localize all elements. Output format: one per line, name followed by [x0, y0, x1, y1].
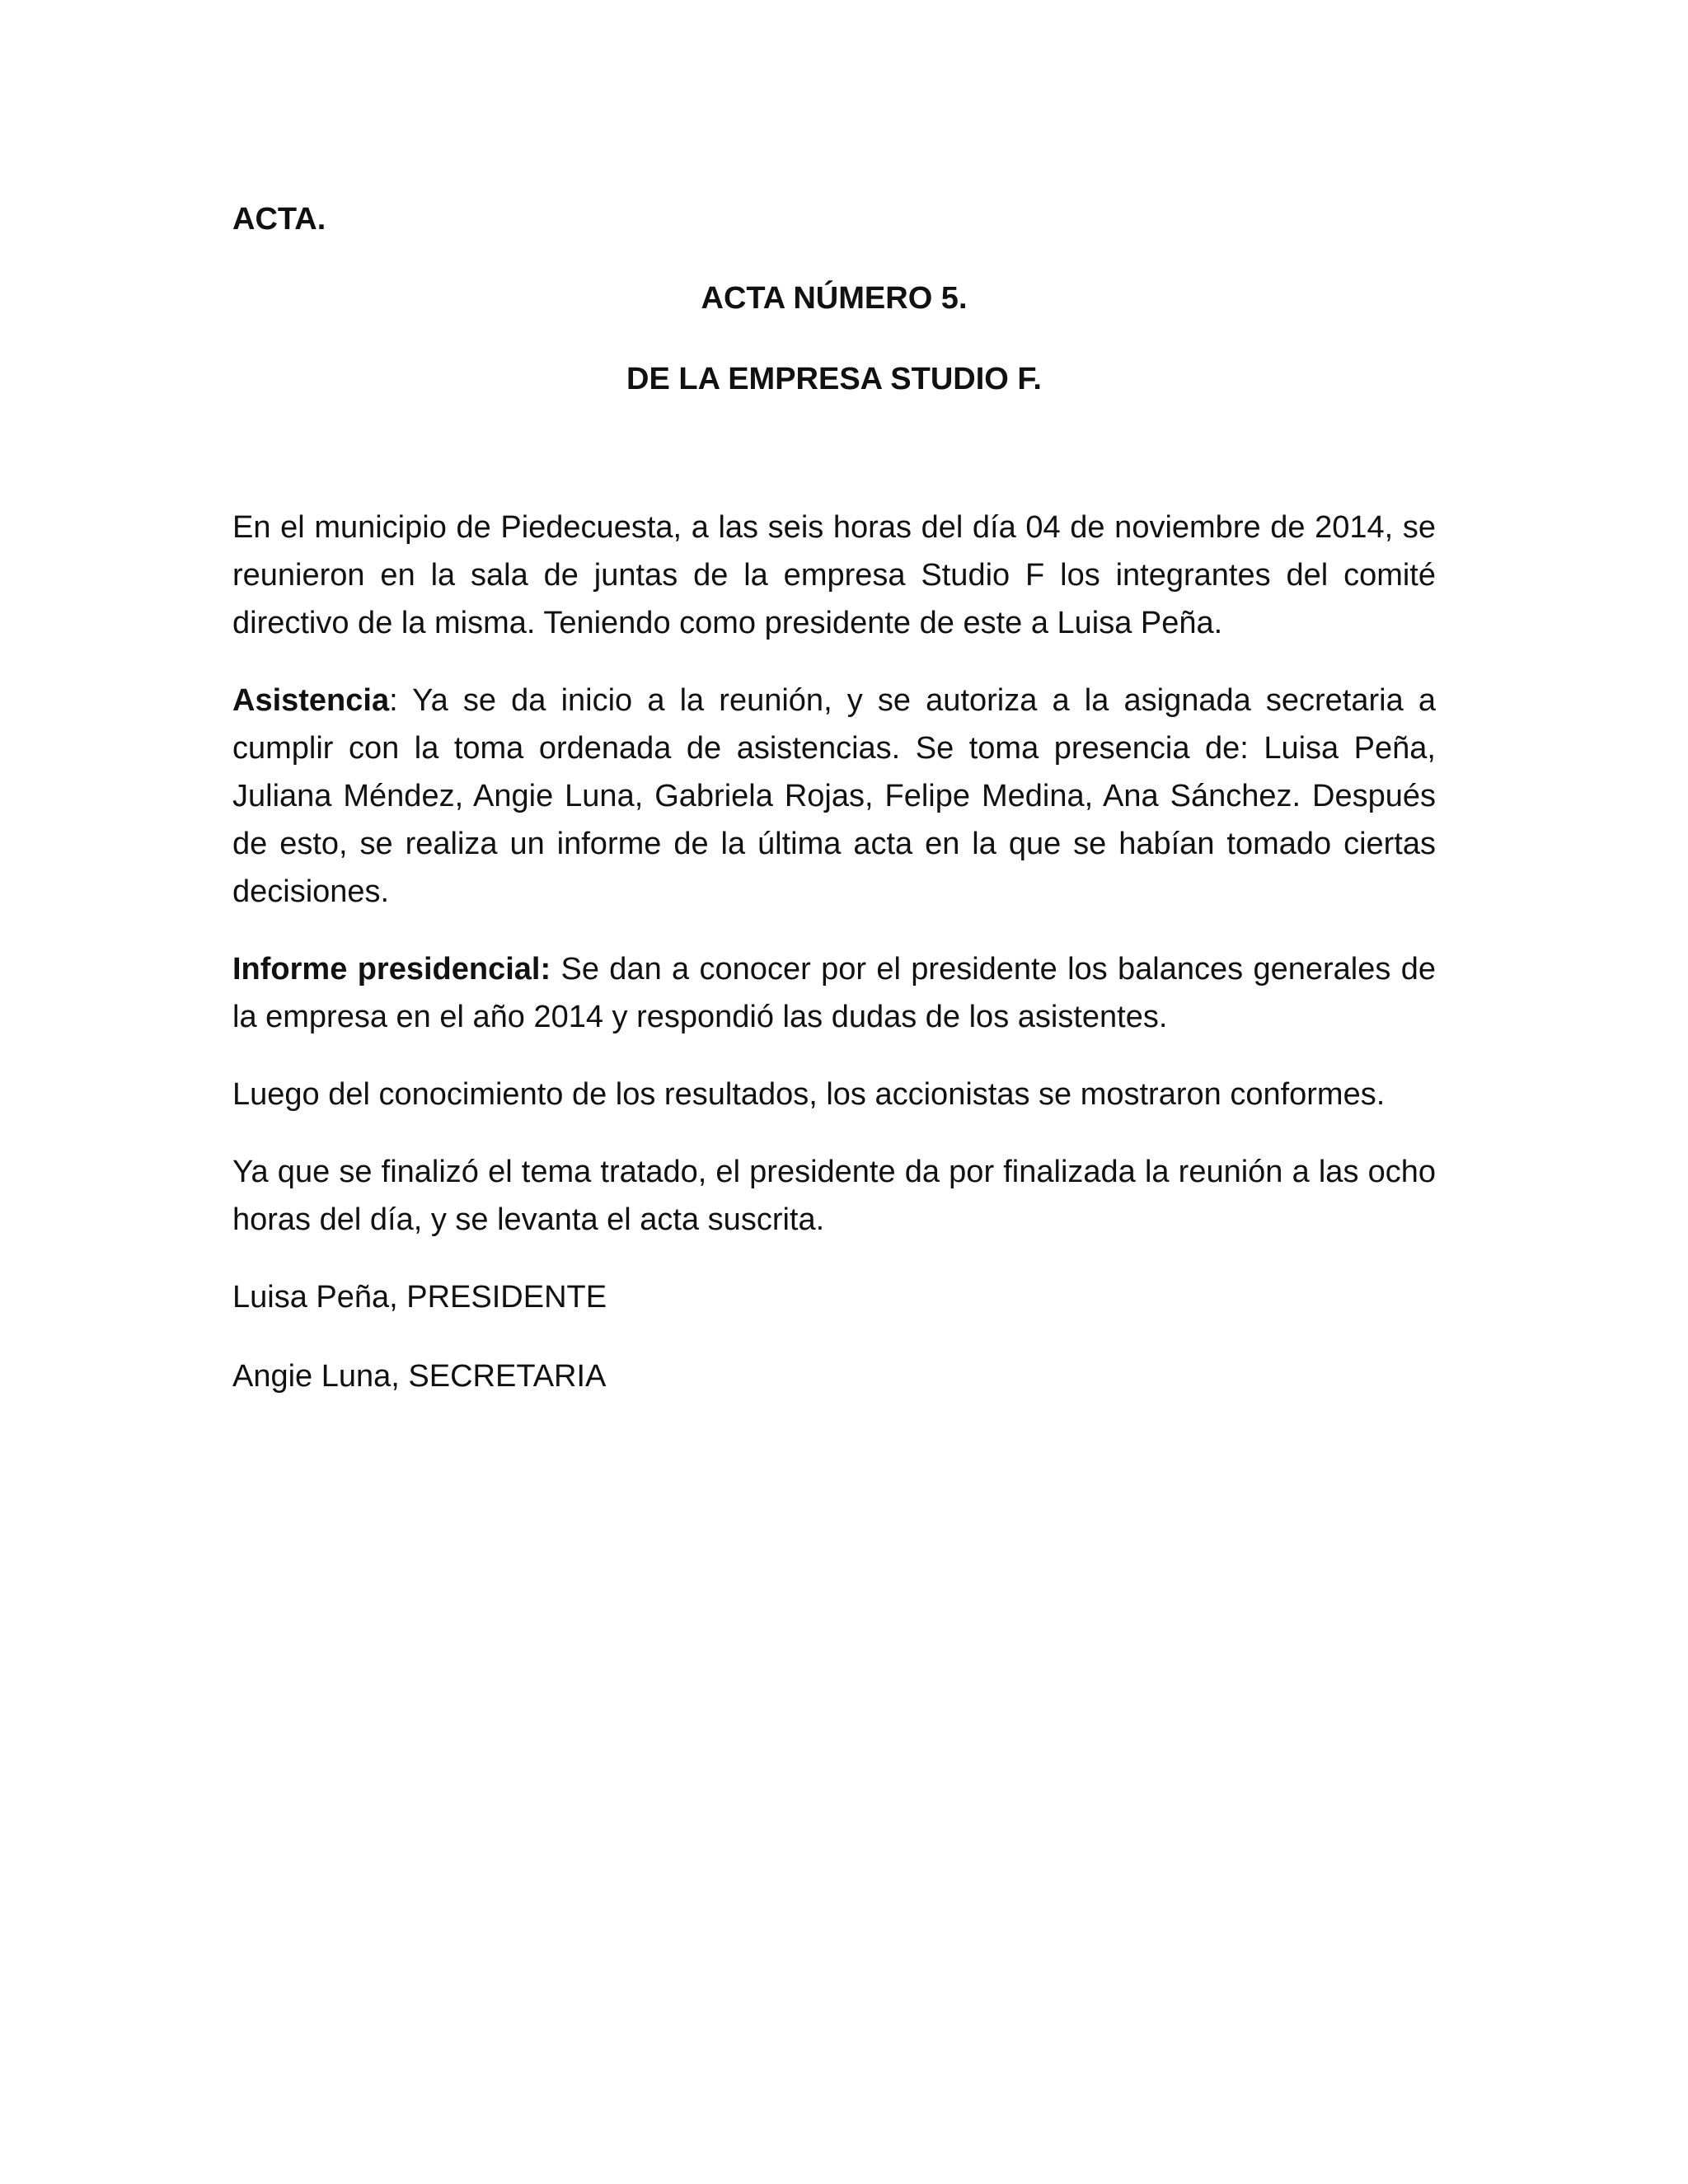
- signature-president: Luisa Peña, PRESIDENTE: [232, 1280, 607, 1315]
- results-paragraph: Luego del conocimiento de los resultados, los accionistas se mostraron conformes.: [232, 1077, 1386, 1112]
- attendance-paragraph: [232, 677, 1436, 916]
- intro-paragraph: En el municipio de Piedecuesta, a las seis horas del día 04 de noviembre de 2014, se reunieron en la sala de juntas de la empresa Studio F los integrantes del comité directivo de la misma. Teniendo como presidente de este a Luisa Peña.: [232, 510, 1436, 640]
- presidential-report-label: Informe presidencial:: [232, 952, 551, 987]
- attendance-text: : Ya se da inicio a la reunión, y se autoriza a la asignada secretaria a cumplir con la toma ordenada de asistencias. Se toma presencia de: Luisa Peña, Juliana Méndez, Angie Luna, Gabriela Rojas, Felipe Medina, Ana Sánchez. Después de esto, se realiza un informe de la última acta en la que se habían tomado ciertas decisiones.: [232, 683, 1436, 909]
- document-title: ACTA.: [232, 202, 326, 237]
- document-body: [232, 198, 1436, 1432]
- closing-paragraph: Ya que se finalizó el tema tratado, el presidente da por finalizada la reunión a las ocho horas del día, y se levanta el acta suscrita.: [232, 1155, 1436, 1237]
- act-number-heading: ACTA NÚMERO 5.: [701, 281, 968, 316]
- company-heading: DE LA EMPRESA STUDIO F.: [626, 362, 1042, 396]
- presidential-report-paragraph: [232, 945, 1436, 1041]
- signature-secretary: Angie Luna, SECRETARIA: [232, 1359, 607, 1394]
- presidential-report-text: Se dan a conocer por el presidente los balances generales de la empresa en el año 2014 y respondió las dudas de los asistentes.: [232, 952, 1436, 1034]
- attendance-label: Asistencia: [232, 683, 390, 718]
